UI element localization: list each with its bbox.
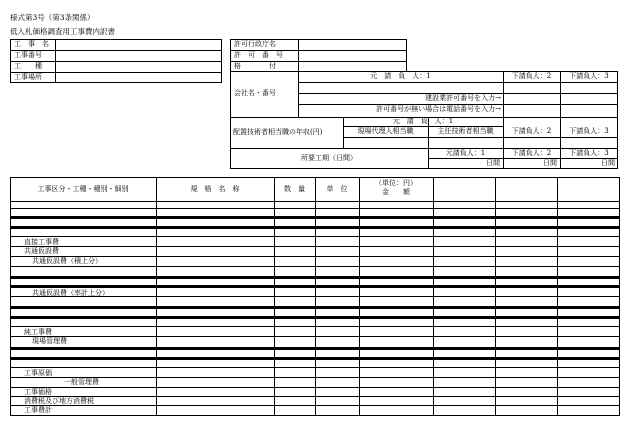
label-subcontractor-2-salary: 下請負人：2 xyxy=(511,127,552,135)
row-construction-cost: 工事原価 xyxy=(24,369,52,377)
label-project-number: 工事番号 xyxy=(14,51,42,59)
row-common-temp: 共通仮設費 xyxy=(24,247,59,255)
label-sub3-duration: 下請負人：3 xyxy=(569,149,609,157)
row-site-mgmt: 現場管理費 xyxy=(32,337,67,345)
label-prime-duration: 元請負人：1 xyxy=(445,149,486,157)
row-line xyxy=(10,236,620,237)
row-total: 工事費計 xyxy=(24,406,52,414)
row-line xyxy=(10,377,620,378)
label-subcontractor-3-salary: 下請負人：3 xyxy=(569,127,609,135)
label-site-agent: 現場代理人相当職 xyxy=(357,127,414,135)
unit-days-sub2: 日間 xyxy=(543,159,557,167)
divider xyxy=(298,39,299,72)
section-separator xyxy=(10,276,620,279)
label-rank: 格 付 xyxy=(234,62,276,70)
label-subcontractor-2: 下請負人：2 xyxy=(511,72,552,80)
label-project-location: 工事場所 xyxy=(14,73,42,81)
header-quantity: 数 量 xyxy=(284,185,305,193)
row-line xyxy=(10,246,620,247)
section-separator xyxy=(10,226,620,229)
row-general-mgmt: 一般管理費 xyxy=(64,378,99,386)
section-separator xyxy=(10,357,620,360)
row-line xyxy=(10,326,620,327)
row-line xyxy=(10,208,620,209)
section-separator xyxy=(10,347,620,350)
label-chief-engineer: 主任技術者相当職 xyxy=(437,127,494,135)
row-line xyxy=(10,396,620,397)
label-permit-authority: 許可行政庁名 xyxy=(234,40,276,48)
row-line xyxy=(10,266,620,267)
row-line xyxy=(10,367,620,368)
label-prime-contractor: 元 請 負 人：1 xyxy=(370,72,431,80)
hint-phone-number: 許可番号が無い場合は電話番号を入力→ xyxy=(376,105,501,113)
row-common-temp-rate: 共通仮設費（率計上分） xyxy=(32,289,109,297)
divider xyxy=(298,82,618,83)
header-amount: 金 額 xyxy=(382,188,410,196)
row-common-temp-stack: 共通仮設費（積上分） xyxy=(32,257,102,265)
unit-days-prime: 日間 xyxy=(486,159,500,167)
label-duration: 所要工期（日間） xyxy=(301,154,357,162)
row-construction-price: 工事価格 xyxy=(24,388,52,396)
row-direct-cost: 直接工事費 xyxy=(24,238,59,246)
row-line xyxy=(10,387,620,388)
label-company: 会社名・番号 xyxy=(234,89,276,97)
header-unit: 単 位 xyxy=(326,185,348,193)
label-permit-number: 許 可 番 号 xyxy=(234,51,283,59)
label-sub2-duration: 下請負人：2 xyxy=(511,149,552,157)
section-separator xyxy=(10,316,620,319)
header-spec: 規 格 名 称 xyxy=(190,185,240,193)
row-tax: 消費税及び地方消費税 xyxy=(24,397,94,405)
row-net-cost: 純工事費 xyxy=(24,328,52,336)
divider xyxy=(343,137,618,138)
section-separator xyxy=(10,216,620,219)
row-line xyxy=(10,405,620,406)
row-line xyxy=(10,336,620,337)
label-project-name: 工 事 名 xyxy=(14,40,49,48)
label-prime-contractor-salary: 元 請 負 人：1 xyxy=(392,117,454,125)
unit-days-sub3: 日間 xyxy=(601,159,615,167)
section-separator xyxy=(10,306,620,309)
header-category: 工事区分・工種・種別・細別 xyxy=(37,185,129,193)
header-amount-unit: （単位：円） xyxy=(375,179,417,187)
label-subcontractor-3: 下請負人：3 xyxy=(569,72,609,80)
divider xyxy=(428,158,618,159)
section-separator xyxy=(10,285,620,288)
label-work-type: 工 種 xyxy=(14,62,42,70)
form-number: 様式第3号（第3条関係） xyxy=(10,13,95,22)
hint-license-number: 建設業許可番号を入力→ xyxy=(425,94,501,102)
form-title: 低入札価格調査用工事費内訳書 xyxy=(10,27,115,36)
label-engineer-salary: 配置技術者相当職の年収(円) xyxy=(233,128,323,136)
